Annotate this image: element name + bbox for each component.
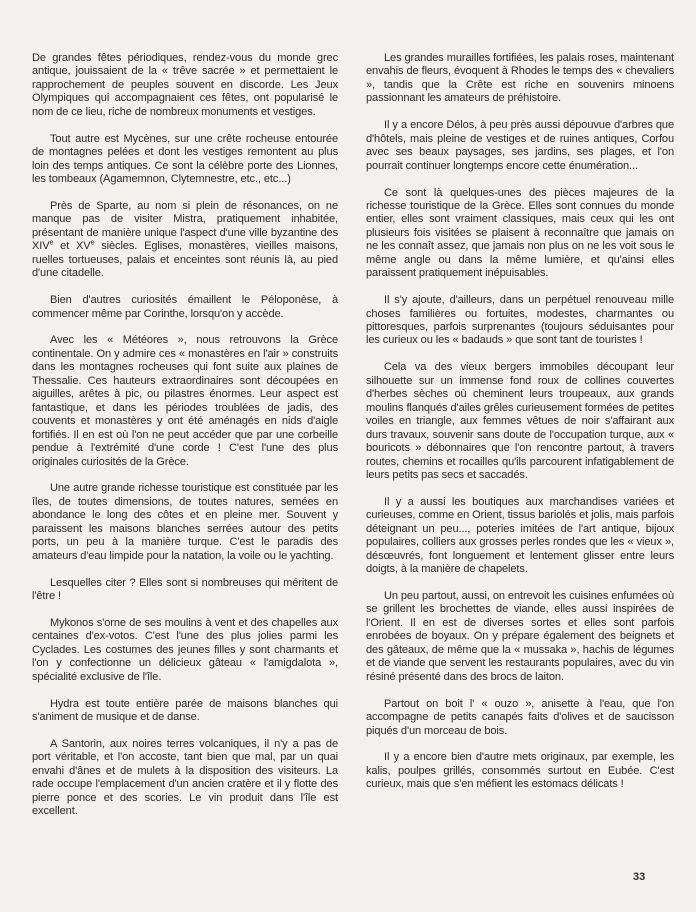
paragraph: Une autre grande richesse touristique est constituée par les îles, de toutes dimensions, de toutes natures, semées en abondance le long des côtes et en pleine mer. Souvent y paraissent les maisons blanches serrées autour des petits ports, un peu à la manière turque. C'est le paradis des amateurs d'eau limpide pour la natation, la voile ou le yachting. — [32, 482, 338, 562]
page-number: 33 — [633, 871, 646, 883]
paragraph: Les grandes murailles fortifiées, les palais roses, maintenant envahis de fleurs, évoquent à Rhodes le temps des « chevaliers », tandis que la Crête est riche en souvenirs minoens passionnant les amateurs de préhistoire. — [366, 52, 674, 105]
paragraph: Ce sont là quelques-unes des pièces majeures de la richesse touristique de la Grèce. Elles sont connues du monde entier, elles sont vraiment classiques, mais ceux qui les ont plusieurs fois visitées se plaisent à reconnaître que jamais on ne les connaît assez, que jamais non plus on ne les voit sous le même angle ou dans la même lumière, et qu'ainsi elles paraissent pratiquement inépuisables. — [366, 186, 674, 280]
paragraph: Avec les « Météores », nous retrouvons la Grèce continentale. On y admire ces « monastères en l'air » construits dans les montagnes rocheuses qui font suite aux plaines de Thessalie. Ces hauteurs extraordinaires sont découpées en aiguilles, arêtes à pic, ou pilastres énormes. Leur aspect est fantastique, et dans les périodes troublées de jadis, des couvents et monastères y ont été aménagés en nids d'aigle fortifiés. Il en est où l'on ne peut accéder que par une corbeille pendue à l'extrémité d'une corde ! C'est l'une des plus originales curiosités de la Grèce. — [32, 334, 338, 468]
paragraph: Bien d'autres curiosités émaillent le Péloponèse, à commencer même par Corinthe, lorsqu'on y accède. — [32, 294, 338, 320]
paragraph: A Santorin, aux noires terres volcaniques, il n'y a pas de port véritable, et l'on accoste, tant bien que mal, par un quai envahi d'ânes et de mulets à la disposition des visiteurs. La rade occupe l'emplacement d'un ancien cratère et il y flotte des pierre ponce et des scories. Le vin produit dans l'île est excellent. — [32, 737, 338, 818]
paragraph: Partout on boit l' « ouzo », anisette à l'eau, que l'on accompagne de petits canapés faits d'olives et de saucisson piqués d'un morceau de bois. — [366, 697, 674, 737]
paragraph: Il s'y ajoute, d'ailleurs, dans un perpétuel renouveau mille choses familières ou fortuites, modestes, charmantes ou pittoresques, parfois surprenantes (toujours séduisantes pour les curieux ou les « badauds » que sont tant de touristes ! — [366, 294, 674, 347]
paragraph: Il y a aussi les boutiques aux marchandises variées et curieuses, comme en Orient, tissus bariolés et jolis, mais parfois déteignant un peu..., poteries imitées de l'art antique, bijoux populaires, colliers aux grosses perles rondes que les « vieux », désœuvrés, font longuement et lentement glisser entre leurs doigts, à la manière de chapelets. — [366, 495, 674, 576]
paragraph: De grandes fêtes périodiques, rendez-vous du monde grec antique, jouissaient de la « trêve sacrée » et permettaient le rapprochement de peuples souvent en discorde. Les Jeux Olympiques qui accompagnaient ces fêtes, ont popularisé le nom de ce lieu, riche de nombreux monuments et vestiges. — [32, 52, 338, 118]
paragraph: Tout autre est Mycènes, sur une crête rocheuse entourée de montagnes pelées et dont les vestiges remontent au plus loin des temps antiques. Ce sont la célèbre porte des Lionnes, les tombeaux (Agamemnon, Clytemnestre, etc., etc...) — [32, 132, 338, 186]
right-column — [366, 52, 674, 805]
paragraph: Il y a encore bien d'autre mets originaux, par exemple, les kalis, poulpes grillés, consommés surtout en Eubée. C'est curieux, mais que s'en méfient les estomacs délicats ! — [366, 751, 674, 791]
paragraph: Lesquelles citer ? Elles sont si nombreuses qui méritent de l'être ! — [32, 576, 338, 603]
paragraph: Il y a encore Délos, à peu près aussi dépouvue d'arbres que d'hôtels, mais pleine de vestiges et de ruines antiques, Corfou avec ses beaux paysages, ses jardins, ses plages, et l'on pourrait continuer longtemps encore cette énumération... — [366, 119, 674, 172]
left-column — [32, 52, 338, 832]
paragraph: Près de Sparte, au nom si plein de résonances, on ne manque pas de visiter Mistra, pratiquement inhabitée, présentant de manière unique l'aspect d'une ville byzantine des XIVe et XVe siècles. Eglises, monastères, vieilles maisons, ruelles tortueuses, palais et enceintes sont réunis là, au pied d'une citadelle. — [32, 199, 338, 280]
paragraph: Cela va des vieux bergers immobiles découpant leur silhouette sur un immense fond roux de collines couvertes d'herbes sèches où cheminent leurs troupeaux, aux grands moulins flanqués d'ailes grêles curieusement formées de petites voiles en triangle, aux femmes vêtues de noir s'affairant aux durs travaux, souvenir sans doute de l'occupation turque, aux « bouricots » débonnaires que l'on rencontre partout, à travers routes, chemins et rocailles qu'ils parcourent infatigablement de leurs petits pas secs et saccadés. — [366, 361, 674, 481]
paragraph: Hydra est toute entière parée de maisons blanches qui s'animent de musique et de danse. — [32, 697, 338, 724]
paragraph: Un peu partout, aussi, on entrevoit les cuisines enfumées où se grillent les brochettes de viande, elles aussi inspirées de l'Orient. Il en est de diverses sortes et elles sont parfois enrobées de boyaux. On y prépare également des beignets et des gâteaux, de même que la « mussaka », hachis de légumes et de viande que servent les restaurants populaires, avec du vin résiné présenté dans des brocs de laiton. — [366, 590, 674, 683]
paragraph: Mykonos s'orne de ses moulins à vent et des chapelles aux centaines d'ex-votos. C'est l'une des plus jolies parmi les Cyclades. Les costumes des jeunes filles y sont charmants et l'on y confectionne un délicieux gâteau « l'amigdalota », spécialité exclusive de l'île. — [32, 616, 338, 683]
